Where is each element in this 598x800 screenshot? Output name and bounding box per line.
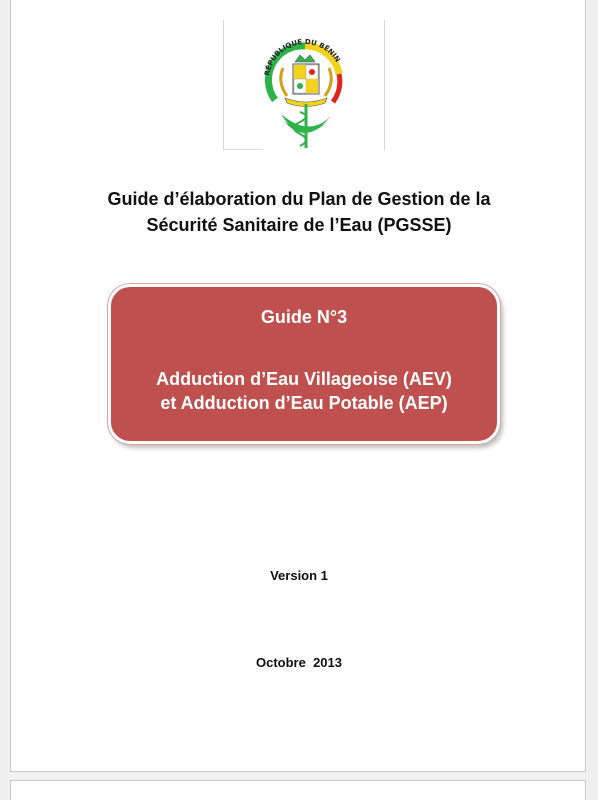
title-line: Sécurité Sanitaire de l’Eau (PGSSE) — [146, 215, 452, 235]
guide-subtitle — [111, 367, 497, 415]
version-label: Version 1 — [270, 568, 328, 583]
subtitle-line: Adduction d’Eau Villageoise (AEV) — [156, 369, 452, 389]
document-page — [10, 0, 586, 772]
subtitle-line: et Adduction d’Eau Potable (AEP) — [160, 393, 448, 413]
document-title — [11, 186, 587, 238]
emblem-text: RÉPUBLIQUE DU BÉNIN — [263, 37, 342, 77]
title-line: Guide d’élaboration du Plan de Gestion de la — [107, 189, 491, 209]
guide-number: Guide N°3 — [260, 307, 348, 327]
ministry-emblem-logo — [223, 18, 385, 150]
scroll-area[interactable] — [590, 0, 598, 800]
guide-banner — [108, 284, 500, 444]
date-label: Octobre 2013 — [256, 655, 342, 670]
next-page-edge — [10, 780, 586, 800]
